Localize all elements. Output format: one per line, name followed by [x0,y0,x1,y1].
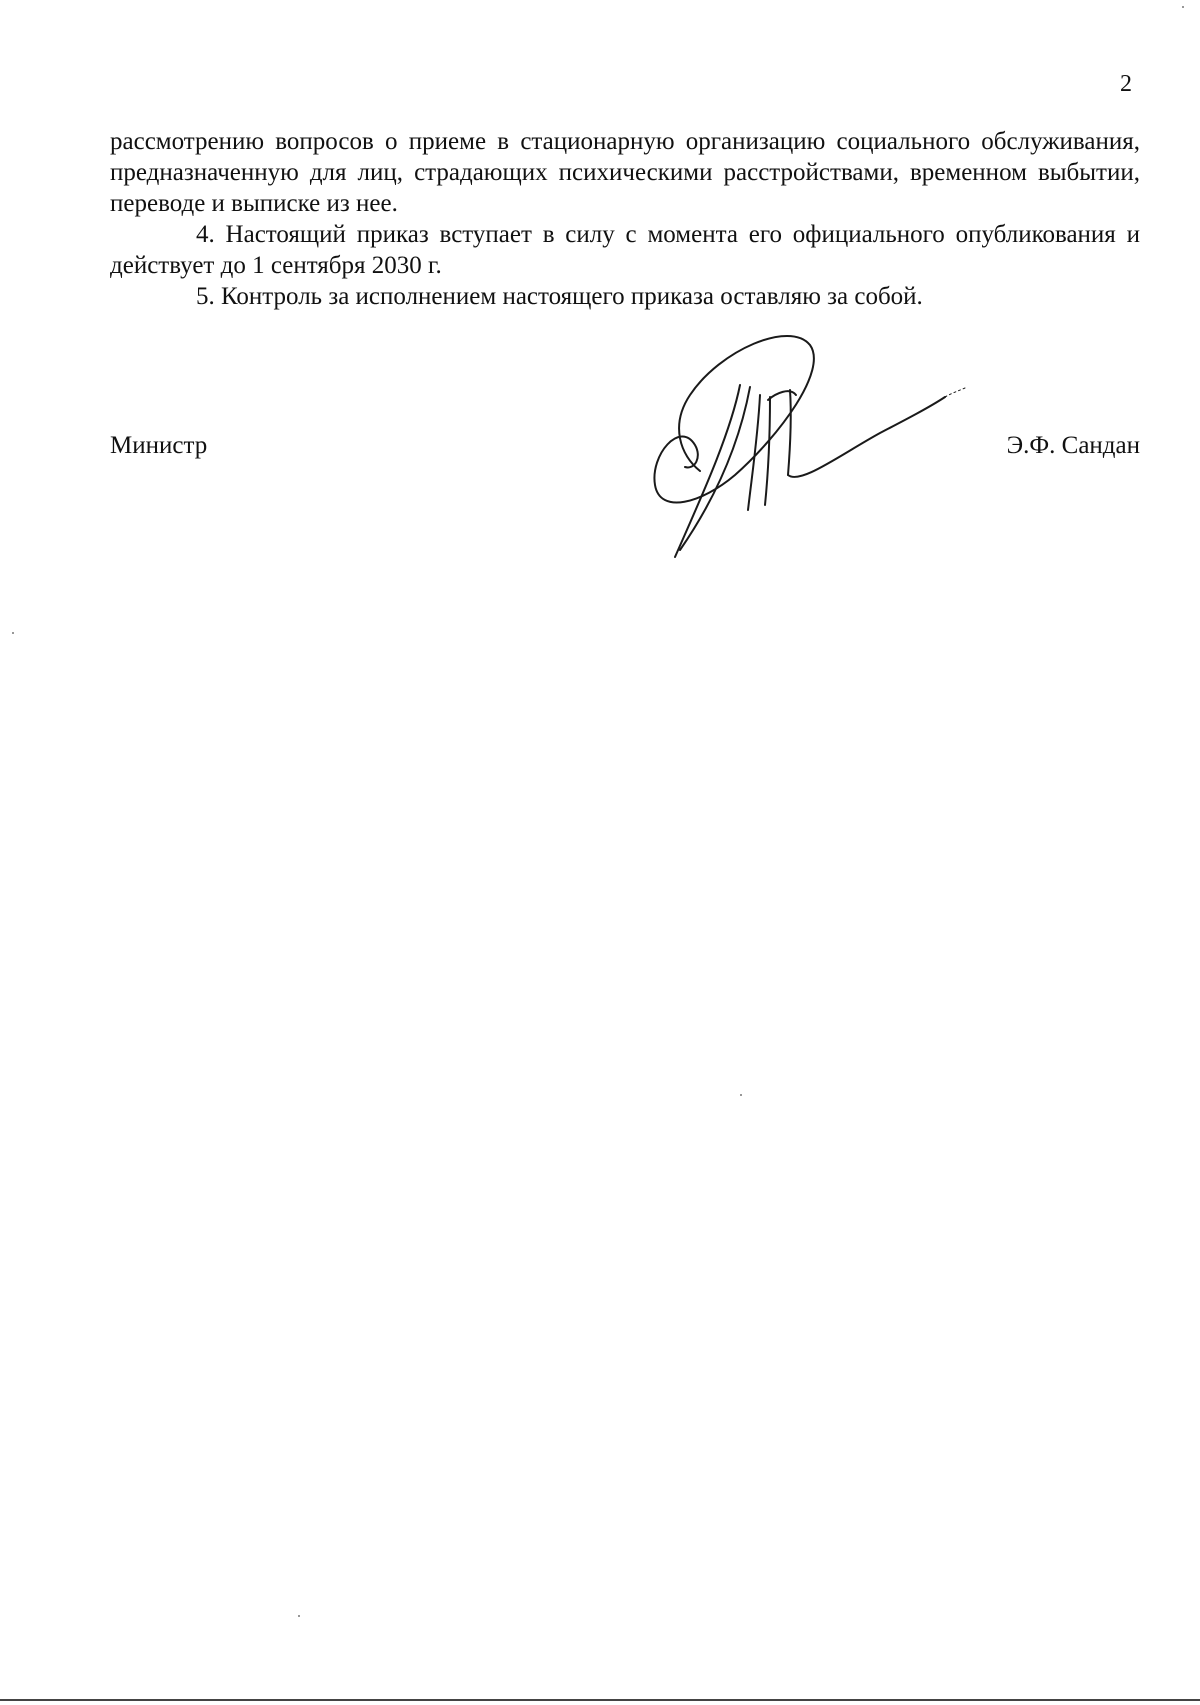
scan-speck [1182,6,1184,8]
paragraph-item-4: 4. Настоящий приказ вступает в силу с момента его официального опубликования и действует до 1 сентября 2030 г. [110,221,1140,279]
scan-edge-line [0,1699,1200,1701]
signer-position: Министр [110,432,208,459]
document-body [110,126,1140,312]
scan-speck [740,1094,742,1096]
scan-speck [12,632,14,634]
paragraph-item-5: 5. Контроль за исполнением настоящего приказа оставляю за собой. [196,283,923,310]
scan-speck [298,1615,300,1617]
handwritten-signature-icon [640,325,990,565]
paragraph-continuation: рассмотрению вопросов о приеме в стационарную организацию социального обслуживания, предназначенную для лиц, страдающих психическими расстройствами, временном выбытии, переводе и выписке из нее. [110,128,1140,217]
signer-name: Э.Ф. Сандан [1006,432,1140,459]
page-number: 2 [1120,71,1132,97]
